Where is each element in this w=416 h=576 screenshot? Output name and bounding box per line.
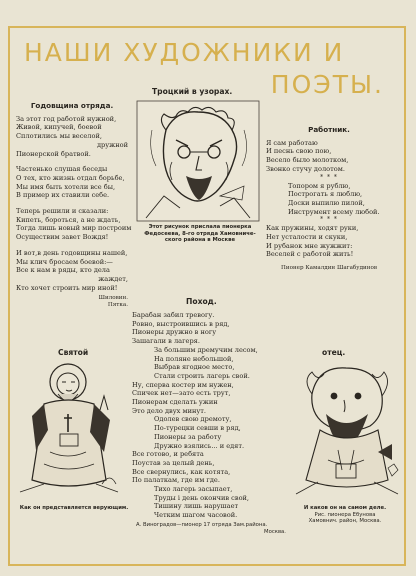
poem-line: Выбрав ягодное место,	[154, 363, 235, 372]
stanza-divider: * * *	[320, 173, 338, 181]
father-drawing	[288, 360, 402, 502]
trotsky-caption-line3: ского района в Москве	[164, 237, 236, 244]
poem-line: И рубанок мне жужжит:	[266, 241, 353, 250]
poem-line: Четким шагом часовой.	[154, 511, 238, 520]
poem-line: На поляне небольшой,	[154, 354, 234, 363]
poem-line: И вот,в день годовщины нашей,	[16, 248, 128, 257]
poem-line: Ровно, выстроившись в ряд,	[132, 319, 230, 328]
poem-line: Все к нам в ряды, кто дела	[16, 266, 110, 275]
poem-anniversary-author: Шиловин.	[98, 295, 128, 302]
poem-line: И песнь свою пою,	[266, 147, 332, 156]
poem-line: По-турецки севши в ряд,	[154, 424, 241, 433]
poem-line: Я сам работаю	[266, 138, 318, 147]
poem-line: Как пружины, ходят руки,	[266, 224, 359, 233]
poem-line: Частенько слушая беседы	[16, 165, 108, 174]
poem-line: жаждет,	[98, 274, 128, 283]
poem-line: Все свернулись, как котята,	[132, 467, 231, 476]
father-caption: И каков он на самом деле. Рис. пионера Ебунова Хамовнич. район, Москва.	[303, 505, 387, 525]
poem-march-author: А. Виноградов—пионер 17 отряда Зам.района. Москва.	[136, 522, 286, 535]
poem-line: Сплотились мы веселой,	[16, 132, 102, 141]
page-title-line2: ПОЭТЫ.	[270, 70, 384, 99]
poem-line: Барабан забил тревогу.	[132, 311, 215, 319]
poem-line: За этот год работой нужной,	[16, 114, 117, 123]
poem-line: Звонко стучу долотом.	[266, 164, 345, 173]
poem-line: Осуществим завет Вождя!	[16, 233, 109, 242]
saint-drawing	[14, 360, 126, 500]
poem-line: Весело было молотком,	[266, 156, 349, 165]
poem-line: Зашагали в лагеря.	[132, 337, 200, 346]
poem-line: Это дело двух минут.	[132, 406, 206, 415]
trotsky-heading: Троцкий в узорах.	[152, 87, 233, 96]
poem-line: По палаткам, где им где.	[132, 476, 220, 485]
poem-line: Ну, сперва костер им нужен,	[132, 380, 234, 389]
saint-caption: Как он представляется верующим.	[19, 505, 129, 511]
poem-march	[132, 311, 282, 520]
poem-line: Мы клич бросаем боевой:—	[16, 257, 113, 266]
poem-line: Пионеры дружно в ногу	[132, 328, 217, 337]
poem-line: Кипеть, бороться, а не ждать,	[16, 215, 121, 224]
poem-worker-author: Пионер Камалдин Шагабудинов	[280, 265, 377, 272]
poem-line: Труды і день окончив свой,	[154, 493, 250, 502]
poem-line: Нет усталости и скуки,	[266, 233, 348, 242]
poem-line: О тех, кто жизнь отдал борьбе,	[16, 173, 125, 182]
trotsky-caption	[140, 224, 260, 244]
stanza-divider: * * *	[320, 216, 338, 224]
trotsky-drawing	[136, 100, 260, 222]
poem-line: Топором я рублю,	[288, 181, 351, 190]
poem-line: За большим дремучим лесом,	[154, 345, 258, 354]
poem-line: Тихо лагерь засыпает,	[154, 485, 233, 494]
poem-line: Одолев свою дремоту,	[154, 415, 232, 424]
poem-anniversary-heading: Годовщина отряда.	[30, 101, 114, 110]
father-heading: отец.	[322, 348, 346, 357]
poem-anniversary	[16, 101, 132, 309]
poem-line: Пионерской братвой.	[16, 149, 91, 158]
poem-line: Все готово, и ребята	[132, 450, 204, 459]
poem-line: дружной	[97, 140, 128, 149]
poem-line: Поустав за целый день,	[132, 458, 215, 467]
poem-line: Кто хочет строить мир иной!	[16, 283, 118, 292]
poem-line: Спичек нет—зато есть трут,	[132, 389, 231, 398]
poem-line: Мы имя быть хотели все бы,	[16, 182, 116, 191]
poem-line: Дружно взялись... и едят.	[154, 441, 245, 450]
poem-line: Живой, кипучей, боевой	[16, 123, 102, 132]
poem-line: Пионерам сделать ужин	[132, 398, 218, 407]
trotsky-caption-line1: Этот рисунок прислала пионерка	[148, 224, 252, 230]
poem-anniversary-place: Пятка.	[107, 302, 128, 309]
poem-line: Доски выпилю пилой,	[288, 198, 365, 207]
poem-line: Стали строить лагерь свой.	[154, 371, 250, 380]
trotsky-caption-line2: Федосеева, 8-го отряда Хамовниче-	[144, 230, 256, 237]
poem-line: Пионеры за работу	[154, 432, 222, 441]
poem-line: Теперь решили и сказали:	[16, 207, 109, 216]
page-title-line1: НАШИ ХУДОЖНИКИ И	[24, 38, 345, 67]
poem-anniversary-body	[16, 114, 132, 293]
poem-march-heading: Поход.	[186, 297, 217, 306]
poem-line: Веселей с работой жить!	[266, 250, 354, 259]
saint-heading: Святой	[58, 348, 89, 357]
poem-line: Инструмент всему любой.	[288, 207, 380, 216]
poem-line: Построгать я люблю,	[288, 190, 363, 199]
poem-line: Тогда лишь новый мир построим	[16, 224, 132, 233]
poem-worker	[266, 126, 392, 272]
poem-line: Тишину лишь нарушает	[154, 502, 239, 511]
poem-worker-heading: Работник.	[308, 125, 350, 134]
poem-line: В пример их ставили себе.	[16, 191, 110, 200]
